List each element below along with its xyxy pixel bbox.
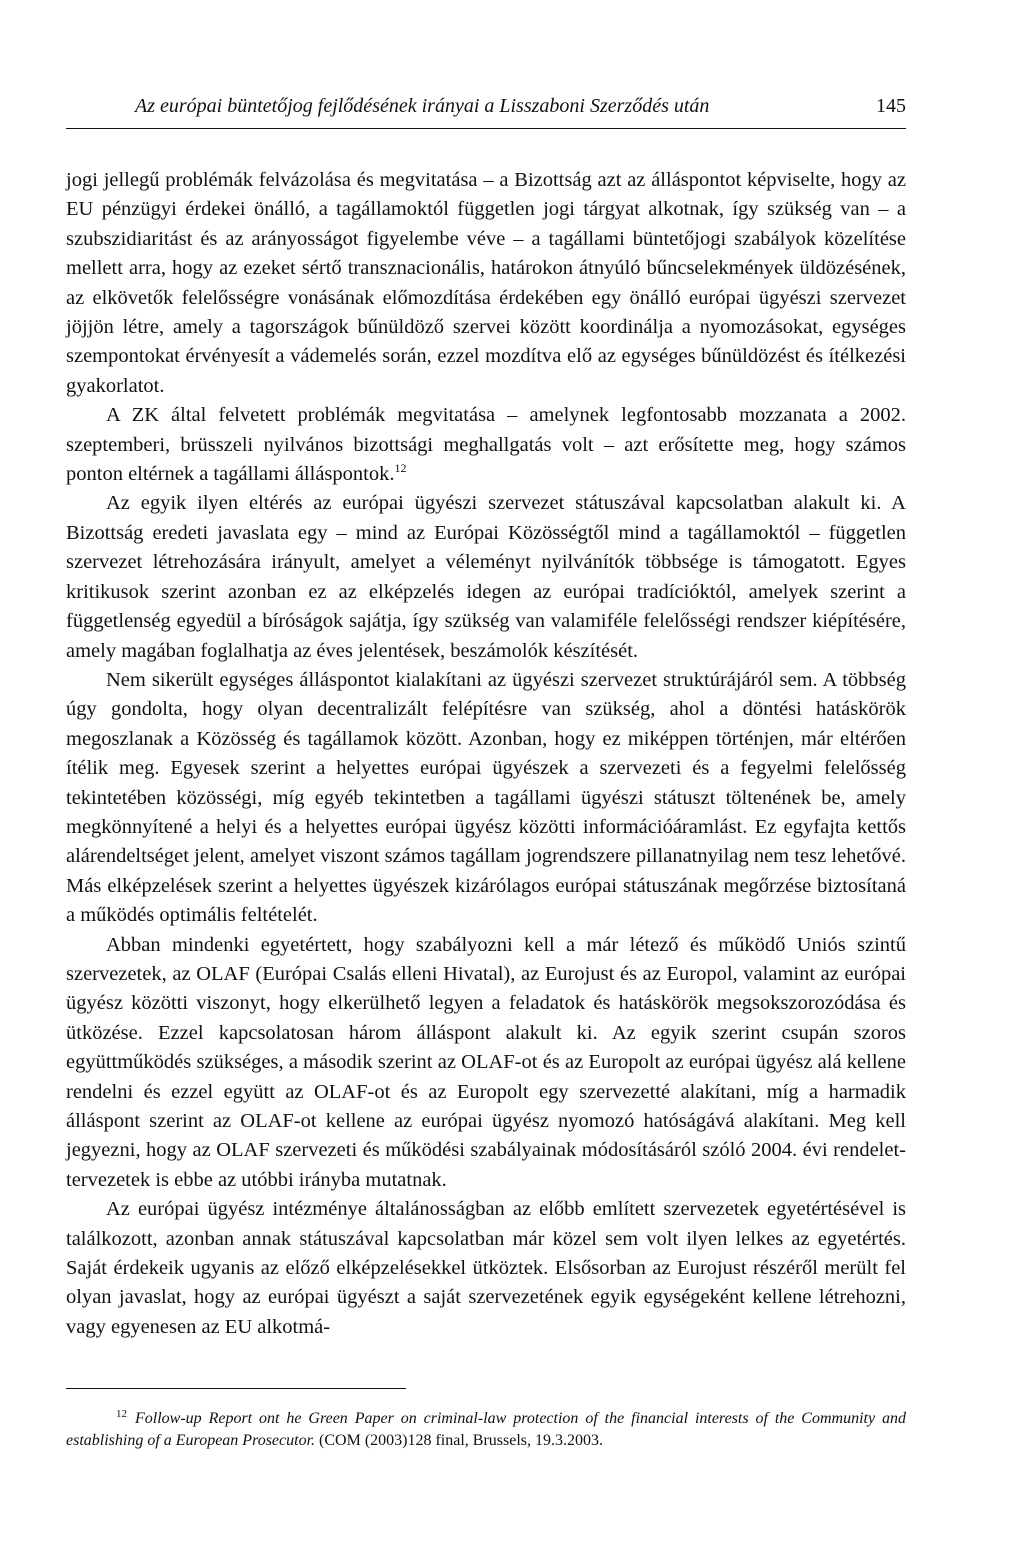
paragraph-3 (66, 489, 906, 665)
paragraph-1 (66, 166, 906, 401)
paragraph-text: Az európai ügyész intézménye általánosságban az előbb említett szervezetek egyetértésével is találkozott, azonban annak státuszával kapcsolatban már közel sem volt ilyen lelkes az egyetértés. Saját érdekeik ugyanis az előző elképzelésekkel ütköztek. Elsősorban az Eurojust részéről merült fel olyan javaslat, hogy az európai ügyészt a saját szervezetének egyik egységeként kellene létrehozni, vagy egyenesen az EU alkotmá- (66, 1198, 906, 1338)
paragraph-text: Az egyik ilyen eltérés az európai ügyészi szervezet státuszával kapcsolatban alakult ki. A Bizottság eredeti javaslata egy – mind az Európai Közösségtől mind a tagállamoktól – független szervezet létrehozására irányult, amelyet a véleményt nyilvánítók többsége is támogatott. Egyes kritikusok szerint azonban ez az elképzelés idegen az európai tradícióktól, amelyek szerint a függetlenség egyedül a bíróságok sajátja, így szükség van valamiféle felelősségi rendszer kiépítésére, amely magában foglalhatja az éves jelentések, beszámolók készítését. (66, 492, 906, 662)
footnote-citation-details: (COM (2003)128 final, Brussels, 19.3.2003. (315, 1432, 604, 1449)
footnote-rule (66, 1388, 406, 1389)
header-rule (66, 128, 906, 129)
running-header (66, 92, 906, 122)
paragraph-4 (66, 666, 906, 931)
paragraph-2 (66, 401, 906, 489)
footnote-number: 12 (116, 1407, 127, 1420)
paragraph-text: jogi jellegű problémák felvázolása és megvitatása – a Bizottság azt az álláspontot képviselte, hogy az EU pénzügyi érdekei önálló, a tagállamoktól független jogi tárgyat alkotnak, így szükség van – a szubszidiaritást és az arányosságot figyelembe véve – a tagállami büntetőjogi szabályok közelítése mellett arra, hogy az ezeket sértő transznacionális, határokon átnyúló bűncselekmények üldözésének, az elkövetők felelősségre vonásának előmozdítása érdekében egy önálló európai ügyészi szervezet jöjjön létre, amely a tagországok bűnüldöző szervei között koordinálja a nyomozásokat, egységes szempontokat érvényesít a vádemelés során, ezzel mozdítva elő az egységes bűnüldözést és ítélkezési gyakorlatot. (66, 169, 906, 397)
paragraph-text: Nem sikerült egységes álláspontot kialakítani az ügyészi szervezet struktúrájáról sem. A többség úgy gondolta, hogy olyan decentralizált felépítésre van szükség, ahol a döntési hatáskörök megoszlanak a Közösség és tagállamok között. Azonban, hogy ez miképpen történjen, már eltérően ítélik meg. Egyesek szerint a helyettes európai ügyészek a szervezeti és a fegyelmi felelősség tekintetében közösségi, míg egyéb tekintetben a tagállami ügyészi státuszt töltenének be, amely megkönnyítené a helyi és a helyettes európai ügyész közötti információáramlást. Ez egyfajta kettős alárendeltséget jelent, amelyet viszont számos tagállam jogrendszere pillanatnyilag nem tesz lehetővé. Más elképzelések szerint a helyettes ügyészek kizárólagos európai státuszának megőrzése biztosítaná a működés optimális feltételét. (66, 668, 906, 927)
paragraph-text: Abban mindenki egyetértett, hogy szabályozni kell a már létező és működő Uniós szintű szervezetek, az OLAF (Európai Csalás elleni Hivatal), az Eurojust és az Europol, valamint az európai ügyész közötti viszonyt, hogy elkerülhető legyen a feladatok és hatáskörök megsokszorozódása és ütközése. Ezzel kapcsolatosan három álláspont alakult ki. Az egyik szerint csupán szoros együttműködés szükséges, a második szerint az OLAF-ot és az Europolt az európai ügyész alá kellene rendelni és ezzel együtt az OLAF-ot és az Europolt egy szervezetté alakítani, míg a harmadik álláspont szerint az OLAF-ot kellene az európai ügyész nyomozó hatóságává alakítani. Meg kell jegyezni, hogy az OLAF szervezeti és működési szabályainak módosításáról szóló 2004. évi rendelet-tervezetek is ebbe az utóbbi irányba mutatnak. (66, 933, 906, 1191)
paragraph-text: A ZK által felvetett problémák megvitatása – amelynek legfontosabb mozzanata a 2002. szeptemberi, brüsszeli nyilvános bizottsági meghallgatás volt – azt erősítette meg, hogy számos ponton eltérnek a tagállami álláspontok. (66, 404, 906, 486)
running-title: Az európai büntetőjog fejlődésének irányai a Lisszaboni Szerződés után (135, 95, 710, 117)
body-text (66, 166, 906, 1342)
footnote-citation-title: Follow-up Report ont he Green Paper on criminal-law protection of the financial interests of the Community and establishing of a European Prosecutor. (66, 1410, 906, 1449)
paragraph-5 (66, 931, 906, 1196)
paragraph-6 (66, 1195, 906, 1342)
page-number: 145 (876, 95, 906, 117)
footnote-reference[interactable]: 12 (394, 461, 407, 476)
footnote (66, 1408, 906, 1452)
